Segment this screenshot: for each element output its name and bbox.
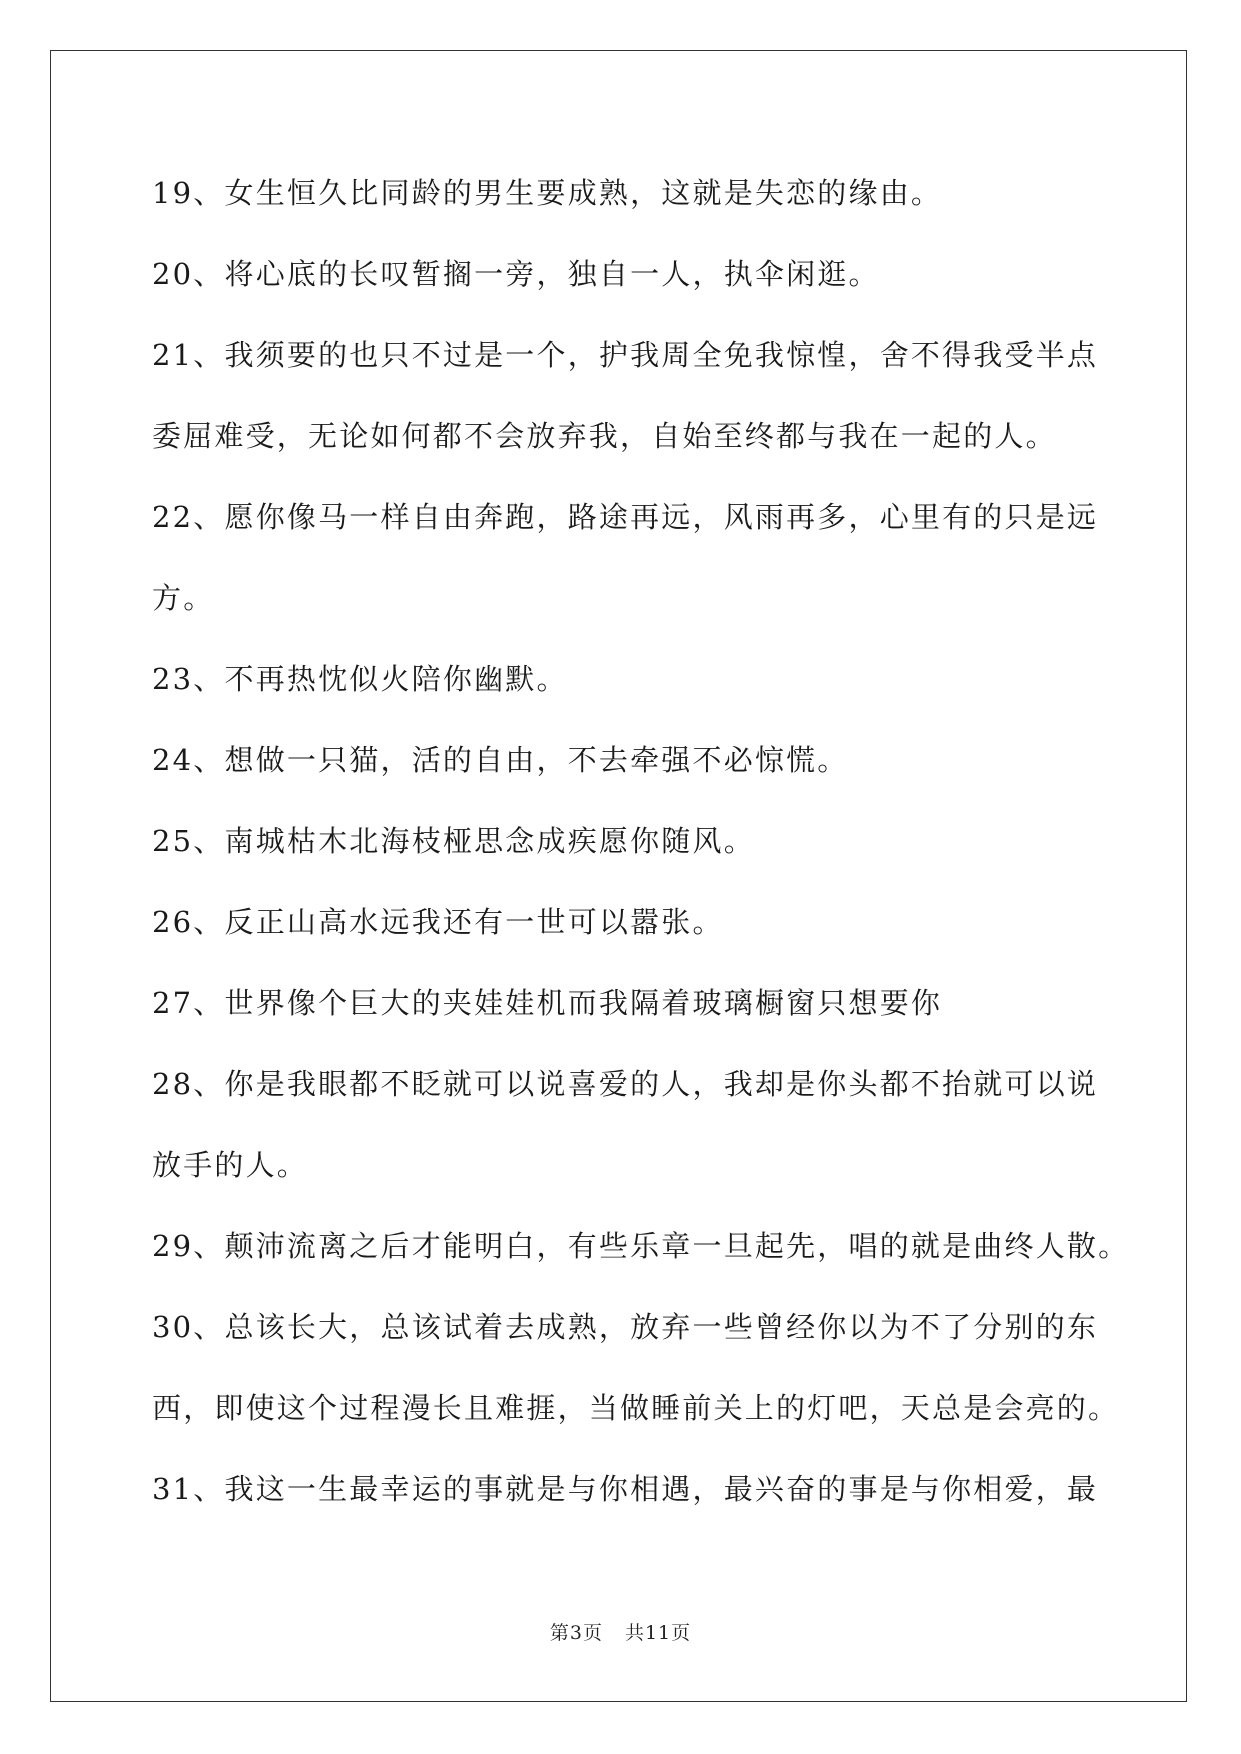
page-footer [0, 1618, 1241, 1645]
text-line: 29、颠沛流离之后才能明白，有些乐章一旦起先，唱的就是曲终人散。 [152, 1229, 1130, 1263]
page-total: 共11页 [624, 1622, 692, 1644]
text-line: 31、我这一生最幸运的事就是与你相遇，最兴奋的事是与你相爱，最 [152, 1472, 1099, 1506]
text-line: 20、将心底的长叹暂搁一旁，独自一人，执伞闲逛。 [152, 257, 880, 291]
text-line: 28、你是我眼都不眨就可以说喜爱的人，我却是你头都不抬就可以说 [152, 1067, 1099, 1101]
text-line: 委屈难受，无论如何都不会放弃我，自始至终都与我在一起的人。 [152, 419, 1057, 453]
text-line: 26、反正山高水远我还有一世可以嚣张。 [152, 905, 724, 939]
text-line: 22、愿你像马一样自由奔跑，路途再远，风雨再多，心里有的只是远 [152, 500, 1099, 534]
text-line: 25、南城枯木北海枝桠思念成疾愿你随风。 [152, 824, 755, 858]
document-body [152, 165, 1130, 1542]
text-line: 21、我须要的也只不过是一个，护我周全免我惊惶，舍不得我受半点 [152, 338, 1099, 372]
text-line: 放手的人。 [152, 1148, 309, 1182]
text-line: 30、总该长大，总该试着去成熟，放弃一些曾经你以为不了分别的东 [152, 1310, 1099, 1344]
page-number: 第3页 [549, 1622, 603, 1644]
text-line: 27、世界像个巨大的夹娃娃机而我隔着玻璃橱窗只想要你 [152, 986, 943, 1020]
text-line: 19、女生恒久比同龄的男生要成熟，这就是失恋的缘由。 [152, 176, 943, 210]
text-line: 西，即使这个过程漫长且难捱，当做睡前关上的灯吧，天总是会亮的。 [152, 1391, 1120, 1425]
text-line: 24、想做一只猫，活的自由，不去牵强不必惊慌。 [152, 743, 849, 777]
text-line: 23、不再热忱似火陪你幽默。 [152, 662, 568, 696]
text-line: 方。 [152, 581, 215, 615]
